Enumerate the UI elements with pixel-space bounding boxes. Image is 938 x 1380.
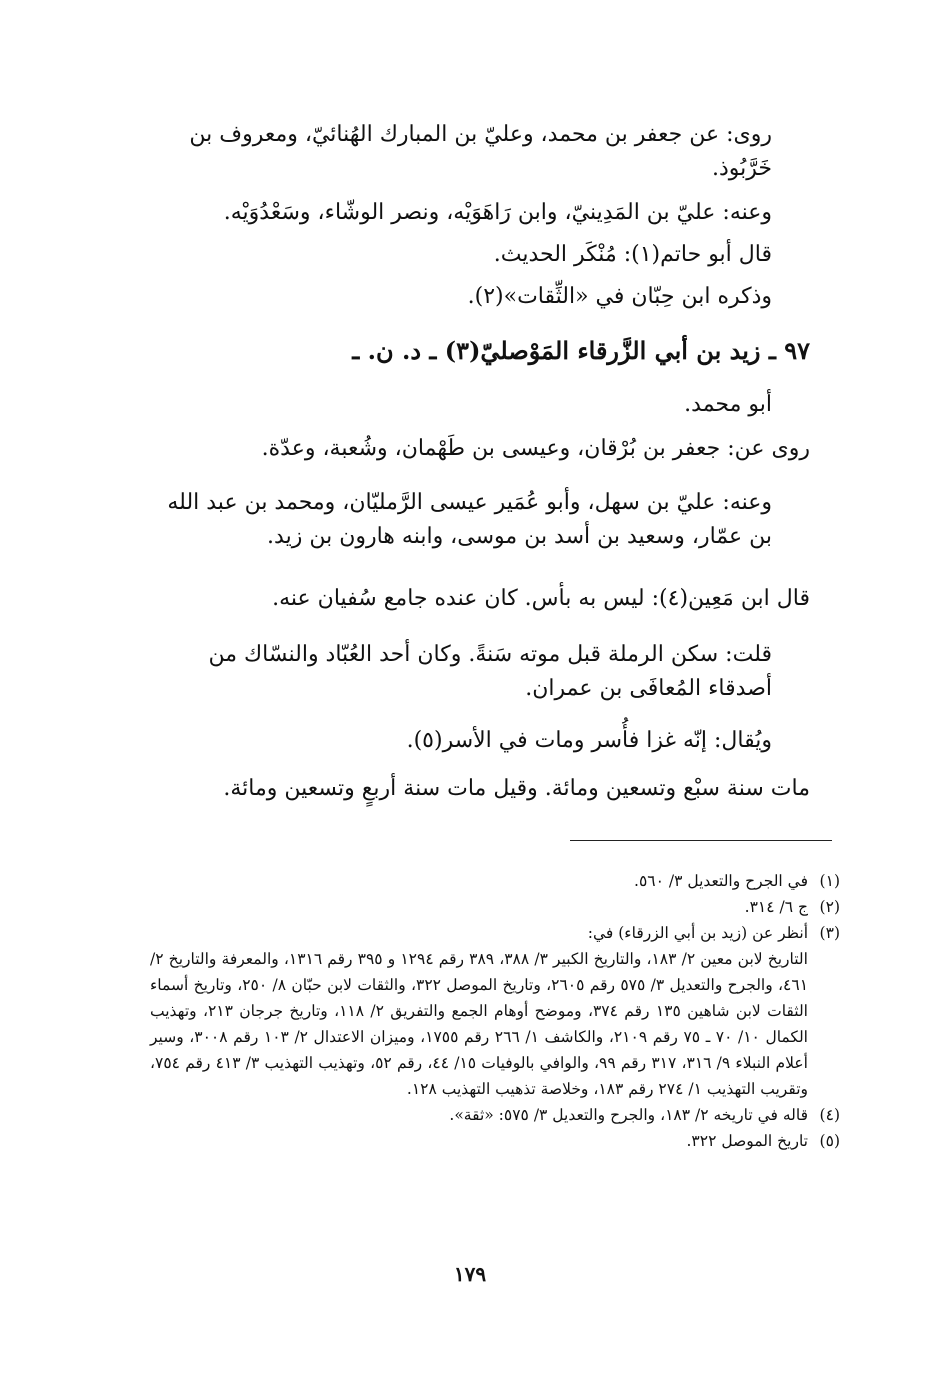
footnote-text: قاله في تاريخه ٢/ ١٨٣، والجرح والتعديل ٣/ ٥٧٥: «ثقة». [449,1106,808,1124]
footnote-number: (٢) [819,898,840,916]
footnote-number: (٥) [819,1132,840,1150]
footnote-2 [150,894,840,920]
footnote-1 [150,868,840,894]
footnote-text: ج ٦/ ٣١٤. [744,898,808,916]
paragraph-narrated-by-2: وعنه: عليّ بن سهل، وأبو عُمَير عيسى الرَّمليّان، ومحمد بن عبد الله بن عمّار، وسعيد بن أسد بن موسى، وابنه هارون بن زيد. [167,490,772,550]
footnote-4 [150,1102,840,1128]
paragraph-narrated-from: روى: عن جعفر بن محمد، وعليّ بن المبارك الهُنائيّ، ومعروف بن خَرَّبُوذ. [189,122,772,182]
paragraph-death: مات سنة سبْع وتسعين ومائة. وقيل مات سنة أربعٍ وتسعين ومائة. [223,776,810,801]
footnote-number: (١) [819,872,840,890]
paragraph-author-note: قلت: سكن الرملة قبل موته سَنةً. وكان أحد العُبّاد والنسّاك من أصدقاء المُعافَى بن عمران. [208,642,772,702]
paragraph-ibn-hibban: وذكره ابن حِبّان في «الثِّقات»(٢). [467,284,772,309]
paragraph-abu-hatim: قال أبو حاتم(١): مُنْكَر الحديث. [493,242,772,267]
footnote-number: (٤) [819,1106,840,1124]
footnote-3-sources: التاريخ لابن معين ٢/ ١٨٣، والتاريخ الكبير ٣/ ٣٨٨، ٣٨٩ رقم ١٢٩٤ و ٣٩٥ رقم ١٣١٦، والمعرفة والتاريخ ٢/ ٤٦١، والجرح والتعديل ٣/ ٥٧٥ رقم ٢٦٠٥، وتاريخ الموصل ٣٢٢، والثقات لابن حبّان ٨/ ٢٥٠، وتاريخ أسماء الثقات لابن شاهين ١٣٥ رقم ٣٧٤، وموضح أوهام الجمع والتفريق ٢/ ١١٨، وتاريخ جرجان ٢١٣، وتهذيب الكمال ١٠/ ٧٠ ـ ٧٥ رقم ٢١٠٩، والكاشف ١/ ٢٦٦ رقم ١٧٥٥، وميزان الاعتدال ٢/ ١٠٣ رقم ٣٠٠٨، وسير أعلام النبلاء ٩/ ٣١٦، ٣١٧ رقم ٩٩، والوافي بالوفيات ١٥/ ٤٤، رقم ٥٢، وتهذيب التهذيب ٣/ ٤١٣ رقم ٧٥٤، وتقريب التهذيب ١/ ٢٧٤ رقم ١٨٣، وخلاصة تذهيب التهذيب ١٢٨. [150,950,809,1098]
footnote-separator [570,840,832,841]
footnote-text: تاريخ الموصل ٣٢٢. [686,1132,808,1150]
paragraph-narrated-from-2: روى عن: جعفر بن بُرْقان، وعيسى بن طَهْمان، وشُعبة، وعدّة. [261,436,810,461]
entry-heading: ٩٧ ـ زيد بن أبي الزَّرقاء المَوْصليّ(٣) ـ د. ن. ـ [352,336,810,365]
footnote-3 [150,920,840,946]
footnote-text: في الجرح والتعديل ٣/ ٥٦٠. [634,872,808,890]
paragraph-ibn-main: قال ابن مَعِين(٤): ليس به بأس. كان عنده جامع سُفيان عنه. [272,586,810,611]
footnote-number: (٣) [819,924,840,942]
paragraph-kunya: أبو محمد. [684,392,772,417]
page-number: ١٧٩ [453,1262,487,1286]
footnotes [150,868,840,1154]
footnote-text: أنظر عن (زيد بن أبي الزرقاء) في: [587,924,808,942]
paragraph-narrated-by: وعنه: عليّ بن المَدِينيّ، وابن رَاهَوَيْه، ونصر الوشّاء، وسَعْدُوَيْه. [223,200,772,225]
paragraph-captivity: ويُقال: إنّه غزا فأُسر ومات في الأسر(٥). [406,728,772,753]
footnote-5 [150,1128,840,1154]
